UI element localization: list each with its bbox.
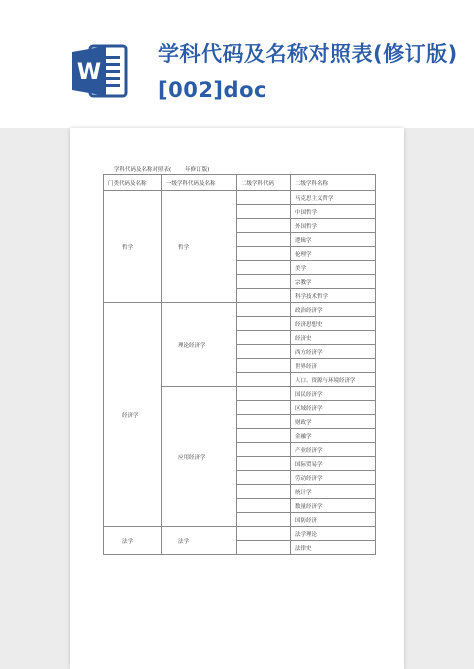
- name-cell: 法学理论: [291, 527, 376, 541]
- name-cell: 美学: [291, 261, 376, 275]
- code-cell: [237, 289, 291, 303]
- code-cell: [237, 471, 291, 485]
- code-cell: [237, 331, 291, 345]
- code-cell: [237, 317, 291, 331]
- code-cell: [237, 401, 291, 415]
- name-cell: 国防经济: [291, 513, 376, 527]
- name-cell: 世界经济: [291, 359, 376, 373]
- header-second-level-code: 二级学科代码: [237, 175, 291, 191]
- name-cell: 国际贸易学: [291, 457, 376, 471]
- code-cell: [237, 443, 291, 457]
- code-cell: [237, 513, 291, 527]
- header: [0, 0, 474, 128]
- header-second-level-name: 二级学科名称: [291, 175, 376, 191]
- name-cell: 宗教学: [291, 275, 376, 289]
- page-title: 学科代码及名称对照表(修订版)[002]doc: [158, 42, 458, 102]
- code-cell: [237, 527, 291, 541]
- category-cell: 经济学: [104, 303, 162, 527]
- code-cell: [237, 261, 291, 275]
- code-cell: [237, 485, 291, 499]
- category-cell: 法学: [104, 527, 162, 555]
- caption-right: 年修订版): [185, 167, 210, 173]
- name-cell: 外国哲学: [291, 219, 376, 233]
- subject-code-table: [103, 174, 376, 555]
- name-cell: 金融学: [291, 429, 376, 443]
- name-cell: 财政学: [291, 415, 376, 429]
- name-cell: 数量经济学: [291, 499, 376, 513]
- name-cell: 中国哲学: [291, 205, 376, 219]
- name-cell: 西方经济学: [291, 345, 376, 359]
- name-cell: 劳动经济学: [291, 471, 376, 485]
- first-level-cell: 哲学: [162, 191, 237, 303]
- category-cell: 哲学: [104, 191, 162, 303]
- table-row: [104, 527, 376, 541]
- name-cell: 政治经济学: [291, 303, 376, 317]
- code-cell: [237, 275, 291, 289]
- first-level-cell: 法学: [162, 527, 237, 555]
- name-cell: 逻辑学: [291, 233, 376, 247]
- table-row: [104, 303, 376, 317]
- code-cell: [237, 541, 291, 555]
- code-cell: [237, 429, 291, 443]
- table-header-row: [104, 175, 376, 191]
- table-row: [104, 191, 376, 205]
- header-category: 门类代码及名称: [104, 175, 162, 191]
- code-cell: [237, 233, 291, 247]
- name-cell: 马克思主义哲学: [291, 191, 376, 205]
- name-cell: 法律史: [291, 541, 376, 555]
- name-cell: 统计学: [291, 485, 376, 499]
- code-cell: [237, 373, 291, 387]
- header-first-level: 一级学科代码及名称: [162, 175, 237, 191]
- name-cell: 经济史: [291, 331, 376, 345]
- caption-left: 学科代码及名称对照表(: [114, 167, 172, 173]
- code-cell: [237, 303, 291, 317]
- first-level-cell: 理论经济学: [162, 303, 237, 387]
- name-cell: 经济思想史: [291, 317, 376, 331]
- code-cell: [237, 345, 291, 359]
- name-cell: 国民经济学: [291, 387, 376, 401]
- code-cell: [237, 415, 291, 429]
- svg-text:W: W: [76, 60, 102, 85]
- code-cell: [237, 387, 291, 401]
- first-level-cell: 应用经济学: [162, 387, 237, 527]
- name-cell: 区域经济学: [291, 401, 376, 415]
- code-cell: [237, 247, 291, 261]
- code-cell: [237, 191, 291, 205]
- name-cell: 伦理学: [291, 247, 376, 261]
- code-cell: [237, 499, 291, 513]
- name-cell: 人口、资源与环境经济学: [291, 373, 376, 387]
- code-cell: [237, 457, 291, 471]
- code-cell: [237, 359, 291, 373]
- word-icon: [72, 44, 128, 98]
- code-cell: [237, 205, 291, 219]
- code-cell: [237, 219, 291, 233]
- name-cell: 产业经济学: [291, 443, 376, 457]
- table-caption: [114, 165, 209, 173]
- name-cell: 科学技术哲学: [291, 289, 376, 303]
